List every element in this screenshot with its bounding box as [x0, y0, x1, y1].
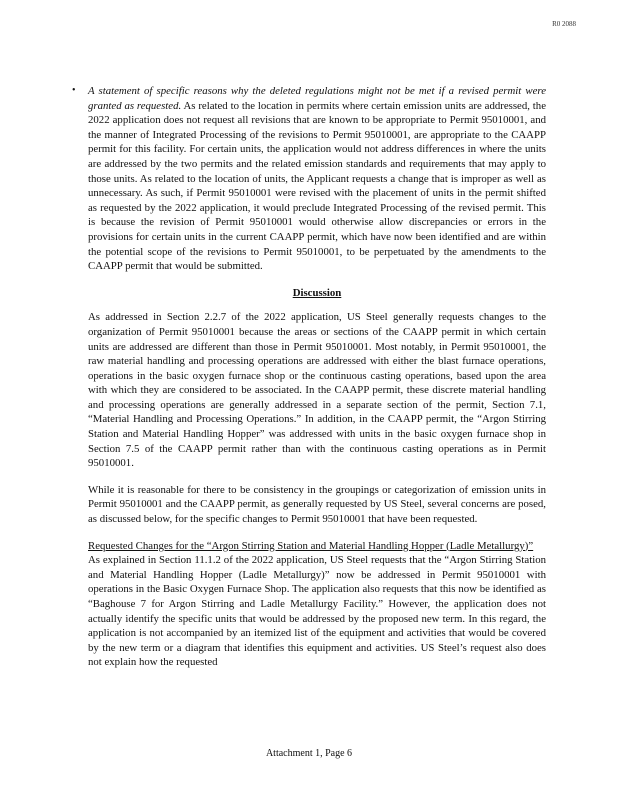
- page-footer: Attachment 1, Page 6: [265, 748, 353, 759]
- discussion-paragraph-1: As addressed in Section 2.2.7 of the 2022 application, US Steel generally requests changes to the organization of Permit 95010001 because the areas or sections of the CAAPP permit in which certain units are addressed are different than those in Permit 95010001. Most notably, in Permit 95010001, the raw material handling and processing operations are addressed with either the blast furnace operations, operations in the basic oxygen furnace shop or the continuous casting operations, based upon the area with which they are considered to be associated. In the CAAPP permit, these discrete material handling and processing operations are generally addressed in a separate section of the permit, Section 7.1, “Material Handling and Processing Operations.” In addition, in the CAAPP permit, the “Argon Stirring Station and Material Handling Hopper” was addressed with units in the basic oxygen furnace shop in Section 7.5 of the CAAPP permit rather than with the continuous casting operations as in Permit 95010001.: [88, 311, 546, 470]
- discussion-paragraph-2: While it is reasonable for there to be consistency in the groupings or categorization of emission units in Permit 95010001 and the CAAPP permit, as generally requested by US Steel, several concerns are posed, as discussed below, for the specific changes to Permit 95010001 that have been requested.: [88, 483, 546, 526]
- bullet-item: [72, 84, 546, 274]
- bullet-body: As related to the location in permits where certain emission units are addressed, the 2022 application does not request all revisions that are known to be appropriate to Permit 95010001, and the manner of Integrated Processing of the revisions to Permit 95010001, are appropriate to the CAAPP permit for this facility. For certain units, the application would not address differences in where the units are addressed by the two permits and the related emission standards and requirements that may apply to those units. As related to the location of units, the Applicant requests a change that is improper as well as unnecessary. As such, if Permit 95010001 were revised with the placement of units in the permit shifted as requested by the 2022 application, it would preclude Integrated Processing of the revised permit. This is because the revision of Permit 95010001 would otherwise allow discrepancies or errors in the provisions for certain units in the current CAAPP permit, which have now been identified and are within the potential scope of the revisions to Permit 95010001, to be perpetuated by the amendments to the CAAPP permit that would be submitted.: [88, 99, 546, 273]
- requested-changes-title: Requested Changes for the “Argon Stirring Station and Material Handling Hopper (Ladle Metallurgy)”: [88, 539, 534, 552]
- bullet-italic-lead: A statement of specific reasons why the deleted regulations might not be met if a revised permit were granted as requested.: [88, 85, 546, 112]
- bullet-marker: •: [72, 85, 76, 96]
- document-body: [72, 84, 546, 670]
- requested-changes-body: As explained in Section 11.1.2 of the 2022 application, US Steel requests that the “Argon Stirring Station and Material Handling Hopper (Ladle Metallurgy)” now be addressed in Permit 95010001 with operations in the Basic Oxygen Furnace Shop. The application also requests that this now be identified as “Baghouse 7 for Argon Stirring and Ladle Metallurgy Facility.” However, the application does not actually identify the specific units that would be addressed by the proposed new term. In this regard, the application is not accompanied by an itemized list of the equipment and activities that would be covered by the new term or a diagram that identifies this equipment and activities. US Steel’s request also does not explain how the requested: [88, 554, 546, 669]
- section-heading: Discussion: [292, 286, 342, 299]
- page-identifier: R0 2088: [552, 20, 576, 28]
- bullet-paragraph: [88, 84, 546, 274]
